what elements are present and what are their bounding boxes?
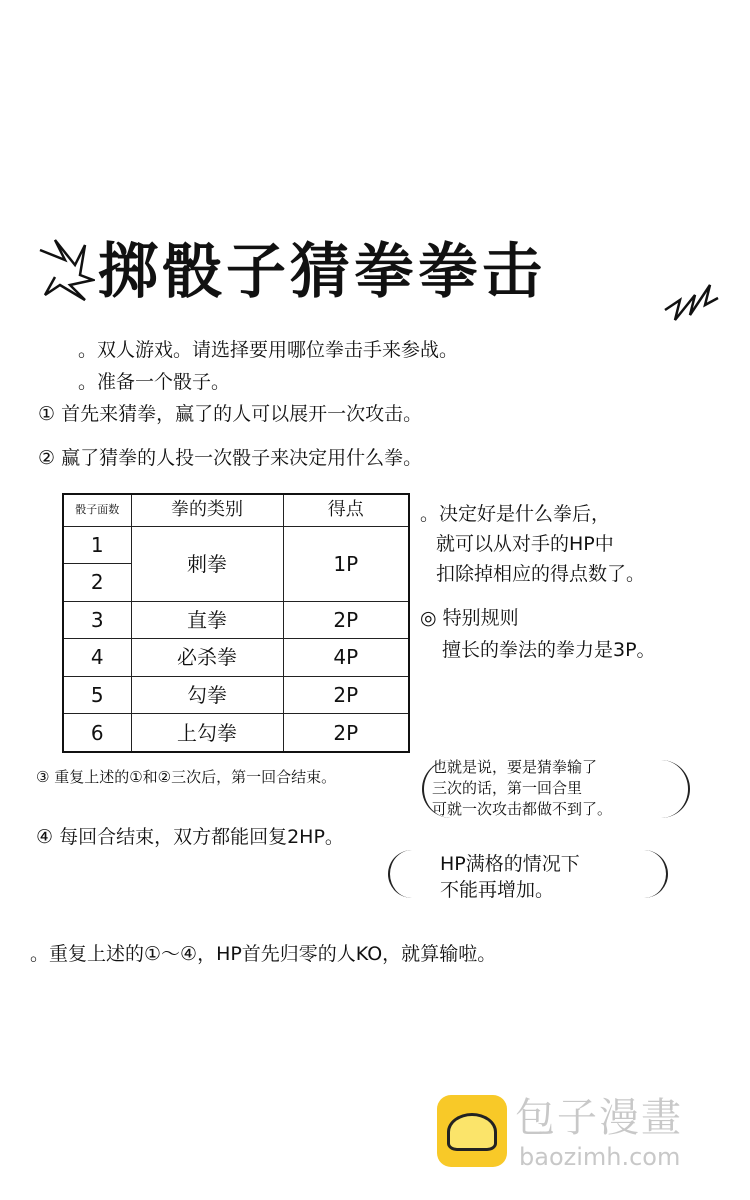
header-type: 拳的类别 [131, 494, 283, 526]
points-cell: 2P [283, 601, 409, 639]
step3-note-line: 也就是说，要是猜拳输了 [432, 758, 598, 776]
watermark-name: 包子漫畫 [515, 1095, 683, 1141]
burst-right-icon [660, 270, 720, 330]
header-points: 得点 [283, 494, 409, 526]
side-note-line: 就可以从对手的HP中 [436, 533, 614, 555]
type-cell: 勾拳 [131, 676, 283, 714]
points-cell: 4P [283, 639, 409, 677]
table-row [63, 676, 409, 714]
special-rule-heading: ◎ 特别规则 [420, 607, 519, 629]
step3-note-line: 三次的话，第一回合里 [432, 779, 583, 797]
step4-note-line: HP满格的情况下 [440, 853, 580, 875]
side-note-line: 扣除掉相应的得点数了。 [436, 563, 646, 585]
type-cell: 上勾拳 [131, 714, 283, 752]
table-row [63, 639, 409, 677]
step3-note-line: 可就一次攻击都做不到了。 [432, 800, 613, 818]
step-1: ① 首先来猜拳，赢了的人可以展开一次攻击。 [38, 403, 423, 425]
step-2: ② 赢了猜拳的人投一次骰子来决定用什么拳。 [38, 447, 423, 469]
step-3: ③ 重复上述的①和②三次后，第一回合结束。 [36, 768, 337, 786]
face-cell: 4 [63, 639, 131, 677]
dice-table [62, 493, 410, 753]
header-face: 骰子面数 [63, 494, 131, 526]
page-title: 掷骰子猜拳拳击 [98, 237, 546, 307]
face-cell: 3 [63, 601, 131, 639]
table-row [63, 601, 409, 639]
watermark-url: baozimh.com [519, 1143, 681, 1171]
points-cell: 2P [283, 676, 409, 714]
special-rule-text: 擅长的拳法的拳力是3P。 [442, 639, 656, 661]
face-cell: 5 [63, 676, 131, 714]
type-cell: 直拳 [131, 601, 283, 639]
type-cell: 刺拳 [131, 526, 283, 601]
burst-left-icon [35, 235, 95, 305]
table-row [63, 526, 409, 564]
points-cell: 1P [283, 526, 409, 601]
face-cell: 2 [63, 564, 131, 602]
final-rule: 。重复上述的①～④，HP首先归零的人KO，就算输啦。 [30, 943, 497, 965]
face-cell: 1 [63, 526, 131, 564]
face-cell: 6 [63, 714, 131, 752]
step4-note-line: 不能再增加。 [440, 879, 555, 901]
bun-logo-icon [437, 1095, 507, 1167]
intro-line: 。双人游戏。请选择要用哪位拳击手来参战。 [78, 339, 459, 361]
table-row [63, 714, 409, 752]
step-4: ④ 每回合结束，双方都能回复2HP。 [36, 826, 344, 848]
watermark [437, 1095, 727, 1175]
type-cell: 必杀拳 [131, 639, 283, 677]
intro-line: 。准备一个骰子。 [78, 371, 231, 393]
side-note-line: 。决定好是什么拳后， [420, 503, 611, 525]
points-cell: 2P [283, 714, 409, 752]
